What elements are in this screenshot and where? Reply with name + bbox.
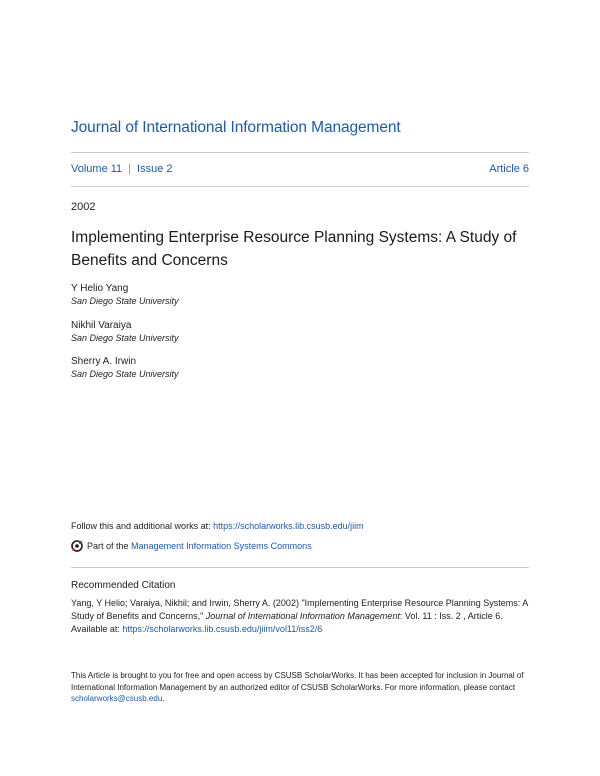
recommended-citation-heading: Recommended Citation xyxy=(71,580,176,591)
follow-line xyxy=(71,521,364,531)
citation-volume: : Vol. 11 : Iss. 2 , Article 6. xyxy=(399,611,503,621)
available-prefix: Available at: xyxy=(71,624,123,634)
article-url-link[interactable]: https://scholarworks.lib.csusb.edu/jiim/vol11/iss2/6 xyxy=(122,624,323,634)
volume-link[interactable]: Volume 11 xyxy=(71,163,123,175)
footer-notice xyxy=(71,670,533,705)
citation-text xyxy=(71,597,531,636)
issue-link[interactable]: Issue 2 xyxy=(137,163,173,175)
divider xyxy=(71,186,529,187)
citation-journal: Journal of International Information Management xyxy=(205,611,400,621)
contact-email-link[interactable]: scholarworks@csusb.edu xyxy=(71,694,163,703)
author-name: Sherry A. Irwin xyxy=(71,356,137,367)
repository-link[interactable]: https://scholarworks.lib.csusb.edu/jiim xyxy=(213,521,364,531)
footer-text: This Article is brought to you for free and open access by CSUSB ScholarWorks. It has been accepted for inclusion in Journal of International Information Management by an authorized editor of CSUSB ScholarWorks. For more information, please contact xyxy=(71,671,524,692)
author-block xyxy=(71,319,179,345)
author-affiliation: San Diego State University xyxy=(71,296,179,306)
divider xyxy=(71,152,529,153)
author-affiliation: San Diego State University xyxy=(71,333,179,343)
commons-network-icon xyxy=(71,540,83,552)
journal-title-link[interactable]: Journal of International Information Management xyxy=(71,119,401,136)
author-block xyxy=(71,355,179,381)
citation-authors: Yang, Y Helio; Varaiya, Nikhil; and Irwin, Sherry A. (2002) "Implementing Enterprise Resource Planning Systems: A Study of Benefits and Concerns," xyxy=(71,598,528,621)
article-link[interactable]: Article 6 xyxy=(489,163,529,175)
issue-info-row xyxy=(71,163,529,175)
paper-title: Implementing Enterprise Resource Planning Systems: A Study of Benefits and Concerns xyxy=(71,229,517,269)
footer-end: . xyxy=(162,694,165,703)
author-name: Nikhil Varaiya xyxy=(71,320,132,331)
part-of-prefix: Part of the xyxy=(87,541,129,551)
author-name: Y Helio Yang xyxy=(71,283,129,294)
divider xyxy=(71,567,529,568)
author-affiliation: San Diego State University xyxy=(71,369,179,379)
commons-link[interactable]: Management Information Systems Commons xyxy=(131,541,312,551)
author-block xyxy=(71,282,179,308)
publication-year: 2002 xyxy=(71,201,96,213)
part-of-line xyxy=(71,540,312,552)
follow-text: Follow this and additional works at: xyxy=(71,521,214,531)
separator: | xyxy=(128,163,132,175)
